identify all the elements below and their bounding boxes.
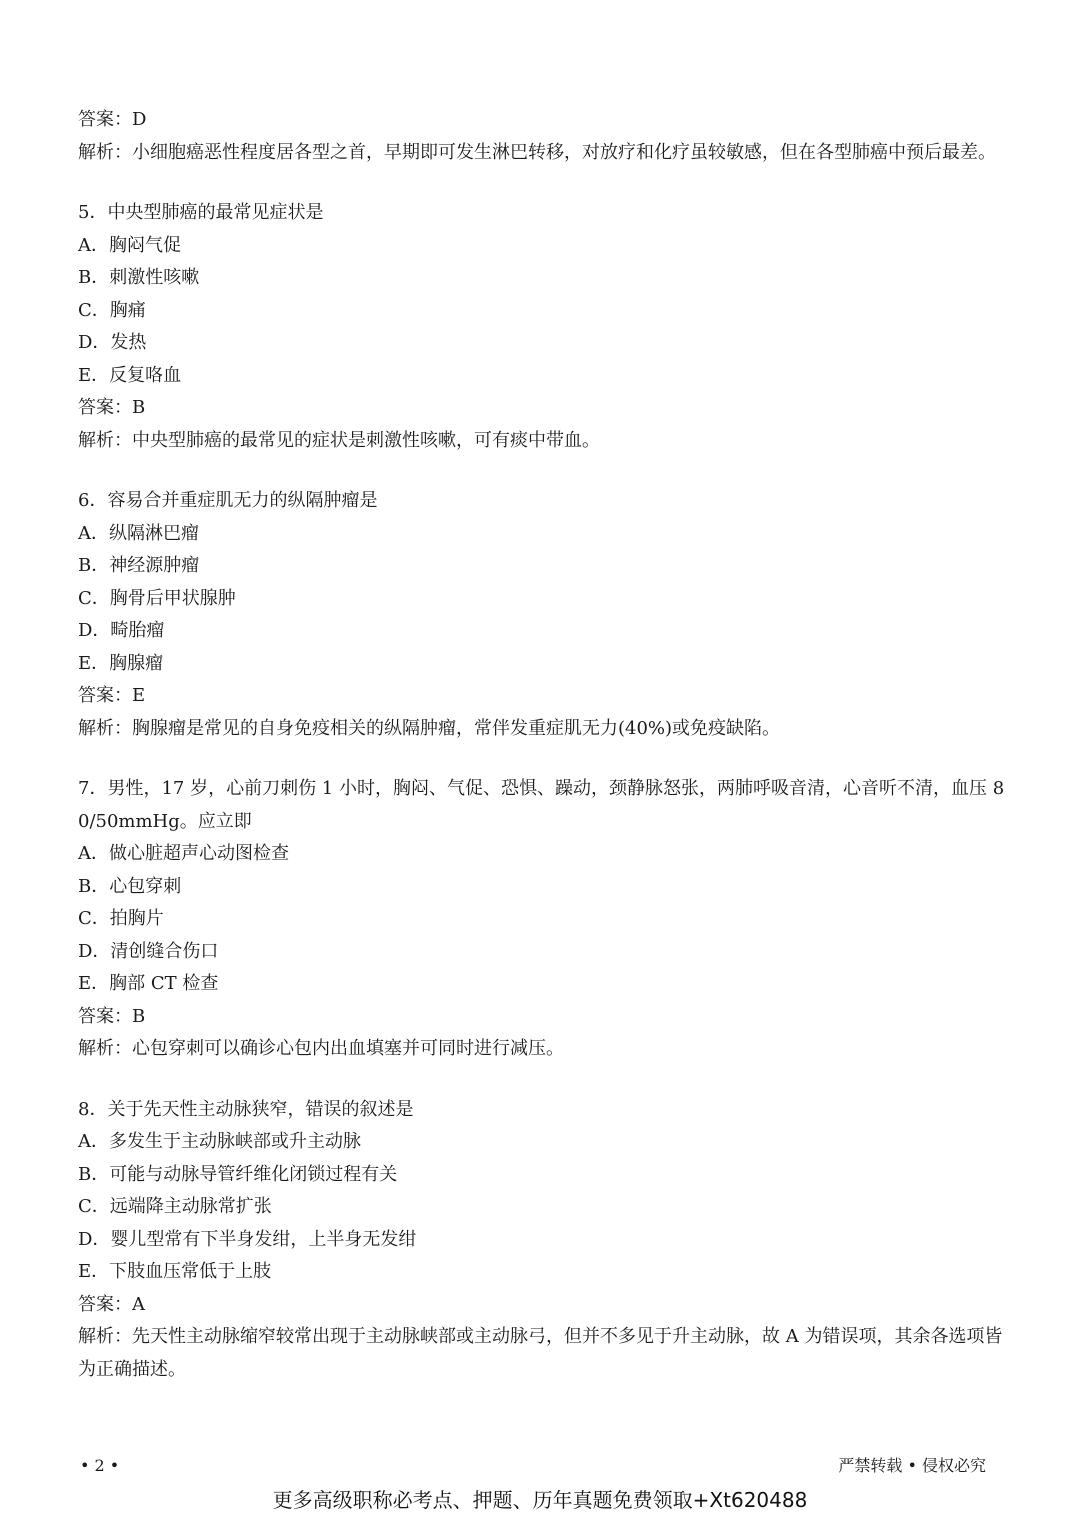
q8-option-a: A．多发生于主动脉峡部或升主动脉 xyxy=(78,1131,361,1152)
q6-option-a: A．纵隔淋巴瘤 xyxy=(78,522,199,544)
q8-analysis: 解析：先天性主动脉缩窄较常出现于主动脉峡部或主动脉弓，但并不多见于升主动脉，故 A 为错误项，其余各选项皆为正确描述。 xyxy=(78,1326,1003,1380)
q7-option-e: E．胸部 CT 检查 xyxy=(78,973,219,994)
q7-option-d: D．清创缝合伤口 xyxy=(78,940,219,962)
q8-option-d: D．婴儿型常有下半身发绀，上半身无发绀 xyxy=(78,1228,417,1250)
q5-analysis: 解析：中央型肺癌的最常见的症状是刺激性咳嗽，可有痰中带血。 xyxy=(78,429,600,451)
q5-stem: 5．中央型肺癌的最常见症状是 xyxy=(78,202,324,223)
q6-option-e: E．胸腺瘤 xyxy=(78,652,164,674)
document-body xyxy=(78,104,1008,1386)
q8-option-b: B．可能与动脉导管纤维化闭锁过程有关 xyxy=(78,1163,398,1185)
q4-analysis: 解析：小细胞癌恶性程度居各型之首，早期即可发生淋巴转移，对放疗和化疗虽较敏感，但在各型肺癌中预后最差。 xyxy=(78,141,996,163)
q7-option-b: B．心包穿刺 xyxy=(78,875,182,897)
q6-option-b: B．神经源肿瘤 xyxy=(78,555,200,576)
q6-stem: 6．容易合并重症肌无力的纵隔肿瘤是 xyxy=(78,490,378,511)
q8-option-e: E．下肢血压常低于上肢 xyxy=(78,1261,272,1282)
q6-option-c: C．胸骨后甲状腺肿 xyxy=(78,587,236,609)
q7-option-a: A．做心脏超声心动图检查 xyxy=(78,843,289,864)
q6-analysis: 解析：胸腺瘤是常见的自身免疫相关的纵隔肿瘤，常伴发重症肌无力(40%)或免疫缺陷。 xyxy=(78,717,781,739)
q5-answer: 答案：B xyxy=(78,397,146,418)
q5-option-c: C．胸痛 xyxy=(78,299,146,321)
q8-stem: 8．关于先天性主动脉狭窄，错误的叙述是 xyxy=(78,1098,414,1120)
q8-answer: 答案：A xyxy=(78,1293,145,1315)
q7-option-c: C．拍胸片 xyxy=(78,908,164,929)
q7-analysis: 解析：心包穿刺可以确诊心包内出血填塞并可同时进行减压。 xyxy=(78,1038,564,1059)
q6-answer: 答案：E xyxy=(78,685,146,706)
q5-option-e: E．反复咯血 xyxy=(78,364,182,386)
q5-option-b: B．刺激性咳嗽 xyxy=(78,267,200,288)
q6-option-d: D．畸胎瘤 xyxy=(78,620,165,641)
q8-option-c: C．远端降主动脉常扩张 xyxy=(78,1196,272,1217)
copyright-notice: 严禁转载 • 侵权必究 xyxy=(838,1456,986,1475)
q7-stem: 7．男性，17 岁，心前刀刺伤 1 小时，胸闷、气促、恐惧、躁动，颈静脉怒张，两肺呼吸音清，心音听不清，血压 80/50mmHg。应立即 xyxy=(78,778,1005,832)
q5-option-a: A．胸闷气促 xyxy=(78,234,181,256)
q7-answer: 答案：B xyxy=(78,1005,146,1027)
q5-option-d: D．发热 xyxy=(78,332,147,353)
promo-banner-text: 更多高级职称必考点、押题、历年真题免费领取+Xt620488 xyxy=(272,1488,808,1512)
page-number: • 2 • xyxy=(80,1456,120,1475)
q4-answer: 答案：D xyxy=(78,109,147,130)
